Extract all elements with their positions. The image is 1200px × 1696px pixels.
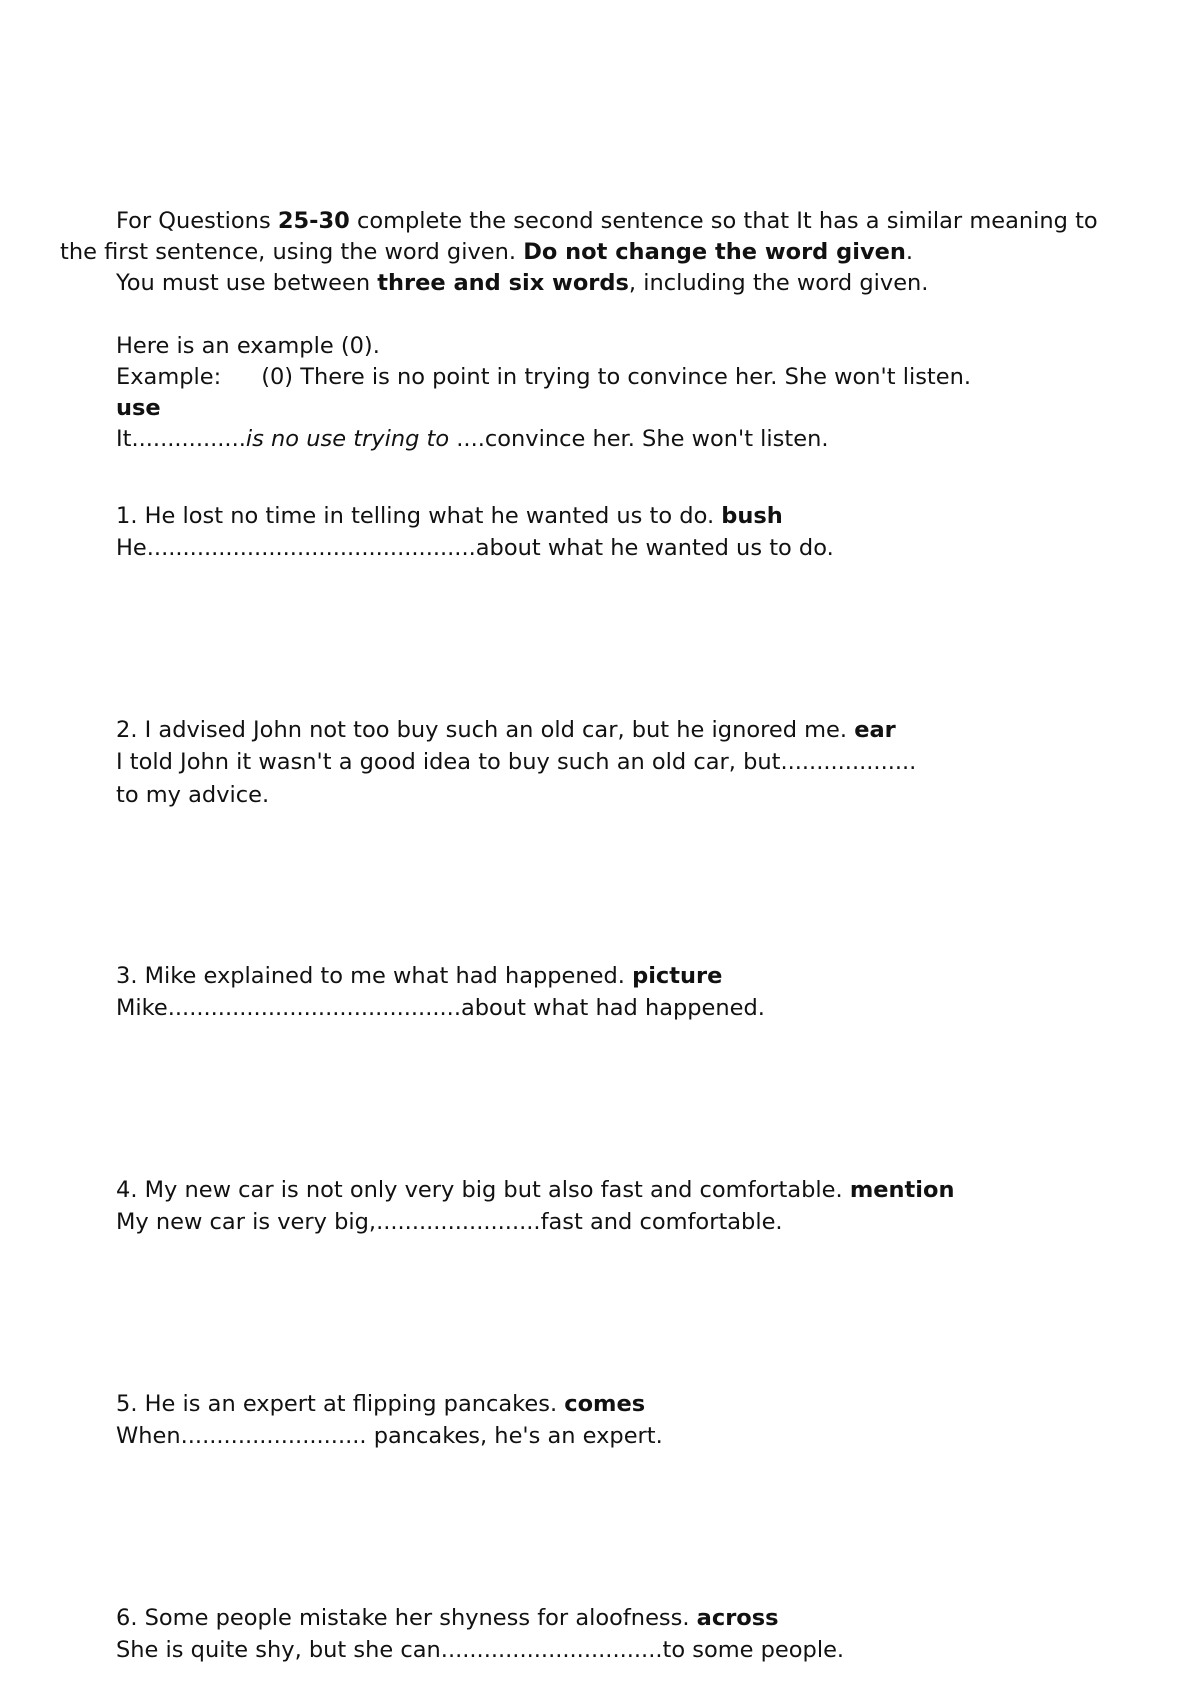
example-label: Example: bbox=[116, 364, 222, 390]
question-keyword: picture bbox=[632, 963, 723, 989]
question-keyword: across bbox=[696, 1605, 779, 1631]
instructions-text: You must use between bbox=[116, 270, 378, 296]
instructions-text: , including the word given. bbox=[628, 270, 929, 296]
question-range: 25-30 bbox=[277, 208, 350, 234]
question-1-answer: He..............................................about what he wanted us to do. bbox=[116, 535, 834, 561]
question-sentence: 1. He lost no time in telling what he wanted us to do. bbox=[116, 503, 722, 529]
example-keyword: use bbox=[116, 395, 161, 421]
question-1-sentence bbox=[116, 501, 783, 531]
example-answer-fill: is no use trying to bbox=[245, 426, 450, 452]
instructions-text: For Questions bbox=[116, 208, 278, 234]
question-keyword: ear bbox=[854, 717, 896, 743]
question-4-sentence bbox=[116, 1175, 954, 1205]
question-3-sentence bbox=[116, 961, 722, 991]
example-intro: Here is an example (0). bbox=[116, 333, 380, 359]
instructions-text: the first sentence, using the word given. bbox=[60, 239, 524, 265]
question-6-sentence bbox=[116, 1603, 779, 1633]
question-3-answer: Mike.........................................about what had happened. bbox=[116, 995, 765, 1021]
question-5-sentence bbox=[116, 1389, 645, 1419]
question-2-answer: I told John it wasn't a good idea to buy such an old car, but................... bbox=[116, 749, 917, 775]
example-answer-text: It................ bbox=[116, 426, 246, 452]
instructions-line-3 bbox=[116, 268, 928, 298]
question-sentence: 2. I advised John not too buy such an old car, but he ignored me. bbox=[116, 717, 855, 743]
question-sentence: 3. Mike explained to me what had happened. bbox=[116, 963, 633, 989]
question-4-answer: My new car is very big,.......................fast and comfortable. bbox=[116, 1209, 783, 1235]
instructions-line-1 bbox=[116, 206, 1098, 236]
instructions-text: complete the second sentence so that It has a similar meaning to bbox=[349, 208, 1098, 234]
question-2-sentence bbox=[116, 715, 896, 745]
example-sentence: (0) There is no point in trying to convince her. She won't listen. bbox=[261, 364, 972, 390]
example-sentence-line bbox=[116, 362, 971, 392]
question-keyword: bush bbox=[721, 503, 783, 529]
instructions-emphasis: three and six words bbox=[377, 270, 629, 296]
instructions-emphasis: Do not change the word given bbox=[523, 239, 906, 265]
question-6-answer: She is quite shy, but she can...............................to some people. bbox=[116, 1637, 845, 1663]
question-keyword: mention bbox=[849, 1177, 955, 1203]
question-2-answer-cont: to my advice. bbox=[116, 782, 270, 808]
example-answer bbox=[116, 424, 828, 454]
question-5-answer: When.......................... pancakes, he's an expert. bbox=[116, 1423, 663, 1449]
example-answer-text: ....convince her. She won't listen. bbox=[449, 426, 829, 452]
instructions-line-2 bbox=[60, 237, 913, 267]
instructions-text: . bbox=[905, 239, 914, 265]
question-sentence: 5. He is an expert at flipping pancakes. bbox=[116, 1391, 565, 1417]
question-sentence: 4. My new car is not only very big but also fast and comfortable. bbox=[116, 1177, 850, 1203]
question-keyword: comes bbox=[564, 1391, 646, 1417]
question-sentence: 6. Some people mistake her shyness for aloofness. bbox=[116, 1605, 697, 1631]
